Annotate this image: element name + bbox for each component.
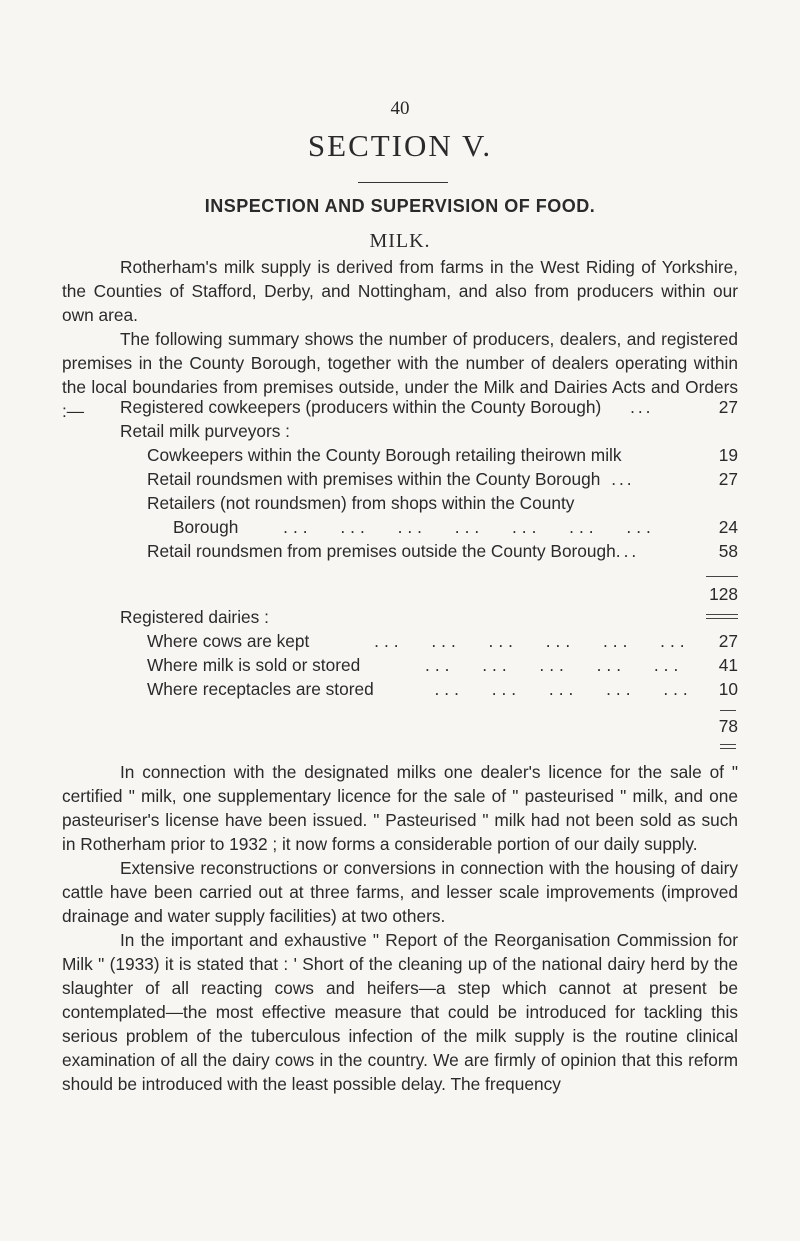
body-paragraph: In connection with the designated milks one dealer's licence for the sale of " certified " milk, one supplementary licence for the sale of " pasteurised " milk, and one pasteuriser's license have been issued. " Pasteurised " milk had not been sold as such in Rotherham prior to 1932 ; it now forms a considerable portion of our daily supply. bbox=[62, 762, 738, 854]
group-heading: Retail milk purveyors : bbox=[120, 421, 290, 441]
row-label: Retail roundsmen with premises within the County Borough bbox=[147, 469, 601, 489]
leader-dots: ... bbox=[615, 541, 640, 561]
row-value: 24 bbox=[718, 517, 738, 537]
summary-row bbox=[173, 517, 656, 538]
summary-row: Retailers (not roundsmen) from shops within the County bbox=[147, 493, 575, 513]
group-heading: Registered dairies : bbox=[120, 607, 269, 627]
row-label: Retail roundsmen from premises outside the County Borough bbox=[147, 541, 616, 561]
summary-row bbox=[120, 397, 653, 418]
leader-dots: ... ... ... ... ... bbox=[425, 655, 684, 675]
topic-heading: MILK. bbox=[369, 230, 431, 252]
summary-row bbox=[147, 469, 635, 490]
leader-dots: ... ... ... ... ... ... bbox=[374, 631, 690, 651]
summary-row bbox=[147, 679, 693, 700]
page-number: 40 bbox=[390, 98, 410, 119]
row-value: 41 bbox=[718, 655, 738, 675]
row-label: Registered cowkeepers (producers within the County Borough) bbox=[120, 397, 602, 417]
leader-dots: ... ... ... ... ... ... ... bbox=[283, 517, 656, 537]
total-double-rule bbox=[720, 744, 736, 749]
subheading: INSPECTION AND SUPERVISION OF FOOD. bbox=[204, 196, 596, 216]
row-label: Borough bbox=[173, 517, 239, 537]
total-value: 78 bbox=[718, 716, 738, 736]
row-value: 10 bbox=[718, 679, 738, 699]
row-value: 19 bbox=[718, 445, 738, 465]
row-label: Where cows are kept bbox=[147, 631, 310, 651]
intro-paragraph: Rotherham's milk supply is derived from farms in the West Riding of Yorkshire, the Counties of Stafford, Derby, and Nottingham, and also from producers within our own area. bbox=[62, 257, 738, 325]
row-label: Where receptacles are stored bbox=[147, 679, 374, 699]
summary-row bbox=[147, 631, 690, 652]
body-paragraph: Extensive reconstructions or conversions in connection with the housing of dairy cattle have been carried out at three farms, and lesser scale improvements (improved drainage and water supply facilities) at two others. bbox=[62, 858, 738, 926]
row-value: 27 bbox=[718, 397, 738, 417]
summary-row bbox=[147, 541, 639, 562]
leader-dots: ... bbox=[611, 469, 635, 489]
total-double-rule bbox=[706, 614, 738, 619]
row-label: Cowkeepers within the County Borough retailing theirown milk bbox=[147, 445, 622, 465]
intro-paragraph: The following summary shows the number of producers, dealers, and registered premises in the County Borough, together with the number of dealers operating within the local boundaries from premises outside, under the Milk and Dairies Acts and Orders :— bbox=[62, 329, 738, 421]
total-rule bbox=[706, 576, 738, 577]
body-paragraph: In the important and exhaustive " Report of the Reorganisation Commission for Milk " (1933) it is stated that : ' Short of the cleaning up of the national dairy herd by the slaughter of all reacting cows and heifers—a step which cannot at present be contemplated—the most effective measure that could be introduced for tackling this serious problem of the tuberculous infection of the milk supply is the routine clinical examination of all the dairy cows in the country. We are firmly of opinion that this reform should be introduced with the least possible delay. The frequency bbox=[62, 930, 738, 1094]
section-title: SECTION V. bbox=[307, 128, 493, 163]
row-value: 27 bbox=[718, 469, 738, 489]
summary-row bbox=[147, 445, 622, 466]
leader-dots: ... ... ... ... ... bbox=[434, 679, 693, 699]
row-label: Where milk is sold or stored bbox=[147, 655, 361, 675]
total-value: 128 bbox=[709, 584, 738, 604]
leader-dots: ... bbox=[630, 397, 654, 417]
row-value: 58 bbox=[718, 541, 738, 561]
total-rule bbox=[720, 710, 736, 711]
row-value: 27 bbox=[718, 631, 738, 651]
summary-row bbox=[147, 655, 683, 676]
closing-text bbox=[62, 760, 738, 1096]
